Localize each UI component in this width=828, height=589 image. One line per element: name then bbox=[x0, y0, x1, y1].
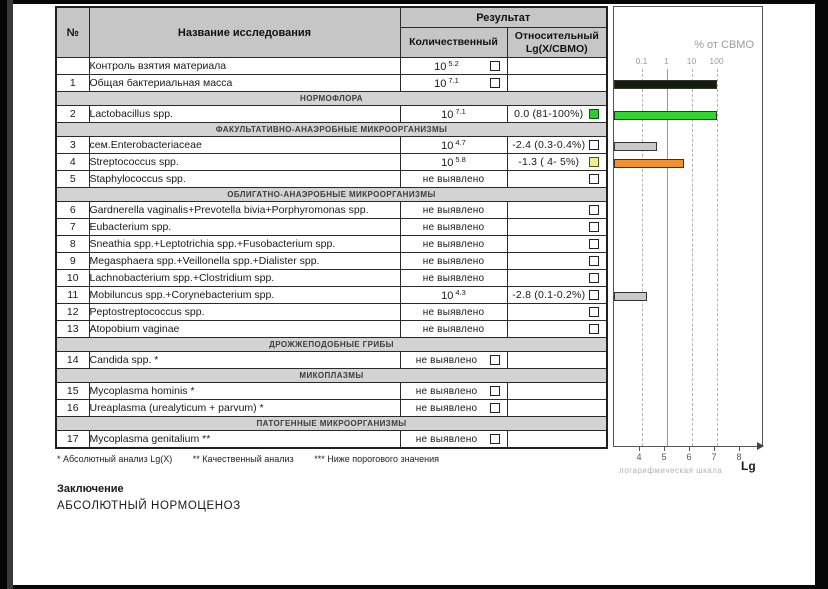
percent-tick-label: 10 bbox=[686, 56, 697, 66]
quantitative-result bbox=[400, 253, 507, 270]
not-detected-text: не выявлено bbox=[422, 239, 485, 250]
relative-result bbox=[507, 400, 607, 417]
not-detected-text: не выявлено bbox=[422, 307, 485, 318]
quantitative-value: 10 $^{4.7}$ bbox=[441, 137, 466, 153]
relative-result bbox=[507, 75, 607, 92]
quantitative-result bbox=[400, 270, 507, 287]
row-number: 11 bbox=[56, 287, 89, 304]
study-name: Общая бактериальная масса bbox=[89, 75, 400, 92]
relative-result bbox=[507, 236, 607, 253]
chart-bar-row-3 bbox=[614, 142, 657, 151]
grid-line bbox=[642, 69, 643, 446]
quantitative-result bbox=[400, 202, 507, 219]
not-detected-text: не выявлено bbox=[415, 355, 478, 366]
section-label: ПАТОГЕННЫЕ МИКРООРГАНИЗМЫ bbox=[56, 417, 607, 431]
table-row bbox=[56, 202, 607, 219]
table-row bbox=[56, 287, 607, 304]
quantitative-value: 10 $^{7.1}$ bbox=[434, 75, 459, 91]
col-header-relative: Относительный Lg(X/СВМО) bbox=[507, 28, 607, 58]
relative-result bbox=[507, 383, 607, 400]
table-row bbox=[56, 253, 607, 270]
section-label: НОРМОФЛОРА bbox=[56, 92, 607, 106]
not-detected-text: не выявлено bbox=[422, 222, 485, 233]
relative-result bbox=[507, 137, 607, 154]
table-row bbox=[56, 137, 607, 154]
section-row bbox=[56, 123, 607, 137]
quantitative-result bbox=[400, 75, 507, 92]
col-header-number: № bbox=[56, 7, 89, 58]
result-checkbox-empty bbox=[589, 307, 599, 317]
table-row bbox=[56, 58, 607, 75]
relative-result bbox=[507, 352, 607, 369]
chart-bar-row-4 bbox=[614, 159, 684, 168]
row-number: 10 bbox=[56, 270, 89, 287]
footnote-item: ** Качественный анализ bbox=[192, 454, 294, 464]
chart-plot-area bbox=[613, 6, 763, 447]
quantitative-result bbox=[400, 304, 507, 321]
section-row bbox=[56, 338, 607, 352]
result-checkbox-yellow bbox=[589, 157, 599, 167]
percent-tick-label: 1 bbox=[664, 56, 669, 66]
section-row bbox=[56, 92, 607, 106]
not-detected-text: не выявлено bbox=[415, 433, 478, 445]
results-table-container bbox=[55, 6, 606, 449]
percent-tick-label: 0.1 bbox=[635, 56, 648, 66]
study-name: Mycoplasma genitalium ** bbox=[89, 431, 400, 448]
result-checkbox-empty bbox=[589, 205, 599, 215]
lg-tick-mark bbox=[639, 447, 640, 451]
result-checkbox-empty bbox=[490, 386, 500, 396]
quantitative-value: 10 $^{5.8}$ bbox=[441, 154, 466, 170]
relative-result bbox=[507, 106, 607, 123]
result-checkbox-empty bbox=[589, 324, 599, 334]
axis-arrow-icon bbox=[757, 442, 764, 450]
result-checkbox-empty bbox=[589, 290, 599, 300]
row-number: 7 bbox=[56, 219, 89, 236]
table-row bbox=[56, 400, 607, 417]
col-header-quantitative: Количественный bbox=[400, 28, 507, 58]
log-scale-caption: логарифмическая шкала bbox=[619, 466, 723, 475]
row-number: 4 bbox=[56, 154, 89, 171]
section-label: ФАКУЛЬТАТИВНО-АНАЭРОБНЫЕ МИКРООРГАНИЗМЫ bbox=[56, 123, 607, 137]
result-checkbox-empty bbox=[490, 61, 500, 71]
lg-tick-label: 7 bbox=[711, 452, 717, 462]
row-number: 8 bbox=[56, 236, 89, 253]
quantitative-result bbox=[400, 137, 507, 154]
relative-result bbox=[507, 58, 607, 75]
row-number: 17 bbox=[56, 431, 89, 448]
footnote-item: *** Ниже порогового значения bbox=[314, 454, 439, 464]
lg-tick-mark bbox=[714, 447, 715, 451]
row-number: 6 bbox=[56, 202, 89, 219]
study-name: Lactobacillus spp. bbox=[89, 106, 400, 123]
table-row bbox=[56, 106, 607, 123]
row-number: 1 bbox=[56, 75, 89, 92]
not-detected-text: не выявлено bbox=[422, 324, 485, 335]
footnote bbox=[57, 454, 457, 464]
lg-tick-mark bbox=[664, 447, 665, 451]
row-number: 12 bbox=[56, 304, 89, 321]
section-label: ОБЛИГАТНО-АНАЭРОБНЫЕ МИКРООРГАНИЗМЫ bbox=[56, 188, 607, 202]
relative-result bbox=[507, 287, 607, 304]
quantitative-result bbox=[400, 400, 507, 417]
study-name: Atopobium vaginae bbox=[89, 321, 400, 338]
lg-tick-label: 5 bbox=[661, 452, 667, 462]
table-row bbox=[56, 171, 607, 188]
lg-tick-mark bbox=[689, 447, 690, 451]
quantitative-value: 10 $^{5.2}$ bbox=[434, 58, 459, 74]
row-number: 16 bbox=[56, 400, 89, 417]
relative-value: -2.8 (0.1-0.2%) bbox=[512, 289, 586, 301]
lg-tick-mark bbox=[739, 447, 740, 451]
section-row bbox=[56, 369, 607, 383]
lg-tick-label: 4 bbox=[636, 452, 642, 462]
quantitative-result bbox=[400, 352, 507, 369]
study-name: Mycoplasma hominis * bbox=[89, 383, 400, 400]
table-row bbox=[56, 431, 607, 448]
row-number: 14 bbox=[56, 352, 89, 369]
chart-title: % от СВМО bbox=[694, 39, 754, 51]
relative-result bbox=[507, 270, 607, 287]
relative-result bbox=[507, 253, 607, 270]
table-row bbox=[56, 383, 607, 400]
study-name: Eubacterium spp. bbox=[89, 219, 400, 236]
relative-value: -1.3 ( 4- 5%) bbox=[518, 156, 580, 168]
relative-value: 0.0 (81-100%) bbox=[514, 108, 584, 120]
quantitative-result bbox=[400, 106, 507, 123]
section-row bbox=[56, 417, 607, 431]
relative-result bbox=[507, 154, 607, 171]
quantitative-result bbox=[400, 321, 507, 338]
study-name: Peptostreptococcus spp. bbox=[89, 304, 400, 321]
quantitative-result bbox=[400, 58, 507, 75]
footnote-item: * Абсолютный анализ Lg(X) bbox=[57, 454, 173, 464]
results-table bbox=[55, 6, 608, 449]
row-number: 3 bbox=[56, 137, 89, 154]
relative-result bbox=[507, 202, 607, 219]
relative-result bbox=[507, 321, 607, 338]
grid-line bbox=[692, 69, 693, 446]
study-name: Megasphaera spp.+Veillonella spp.+Dialister spp. bbox=[89, 253, 400, 270]
result-checkbox-empty bbox=[589, 256, 599, 266]
relative-result bbox=[507, 431, 607, 448]
table-row bbox=[56, 219, 607, 236]
row-number: 13 bbox=[56, 321, 89, 338]
grid-line bbox=[667, 69, 668, 446]
not-detected-text: не выявлено bbox=[422, 174, 485, 185]
not-detected-text: не выявлено bbox=[415, 403, 478, 414]
result-checkbox-empty bbox=[589, 174, 599, 184]
study-name: Контроль взятия материала bbox=[89, 58, 400, 75]
result-checkbox-empty bbox=[490, 78, 500, 88]
result-checkbox-empty bbox=[490, 355, 500, 365]
result-checkbox-empty bbox=[589, 222, 599, 232]
quantitative-value: 10 $^{4.3}$ bbox=[441, 287, 466, 303]
col-header-result: Результат bbox=[400, 7, 607, 28]
col-header-name: Название исследования bbox=[89, 7, 400, 58]
row-number: 5 bbox=[56, 171, 89, 188]
row-number bbox=[56, 58, 89, 75]
result-checkbox-empty bbox=[490, 403, 500, 413]
quantitative-result bbox=[400, 431, 507, 448]
not-detected-text: не выявлено bbox=[422, 256, 485, 267]
result-checkbox-green bbox=[589, 109, 599, 119]
table-row bbox=[56, 236, 607, 253]
not-detected-text: не выявлено bbox=[422, 273, 485, 284]
report-page bbox=[13, 4, 815, 585]
conclusion-text: АБСОЛЮТНЫЙ НОРМОЦЕНОЗ bbox=[57, 500, 241, 512]
result-checkbox-empty bbox=[589, 140, 599, 150]
table-row bbox=[56, 321, 607, 338]
relative-result bbox=[507, 304, 607, 321]
quantitative-result bbox=[400, 236, 507, 253]
table-row bbox=[56, 270, 607, 287]
quantitative-result bbox=[400, 383, 507, 400]
grid-line bbox=[717, 69, 718, 446]
study-name: Candida spp. * bbox=[89, 352, 400, 369]
not-detected-text: не выявлено bbox=[422, 205, 485, 216]
section-label: ДРОЖЖЕПОДОБНЫЕ ГРИБЫ bbox=[56, 338, 607, 352]
table-row bbox=[56, 75, 607, 92]
study-name: Sneathia spp.+Leptotrichia spp.+Fusobacterium spp. bbox=[89, 236, 400, 253]
quantitative-result bbox=[400, 154, 507, 171]
relative-value: -2.4 (0.3-0.4%) bbox=[512, 139, 586, 151]
chart bbox=[613, 6, 765, 536]
lg-tick-label: 8 bbox=[736, 452, 742, 462]
row-number: 15 bbox=[56, 383, 89, 400]
study-name: Lachnobacterium spp.+Clostridium spp. bbox=[89, 270, 400, 287]
relative-result bbox=[507, 171, 607, 188]
study-name: Staphylococcus spp. bbox=[89, 171, 400, 188]
chart-bar-row-11 bbox=[614, 292, 647, 301]
study-name: Mobiluncus spp.+Corynebacterium spp. bbox=[89, 287, 400, 304]
table-row bbox=[56, 304, 607, 321]
row-number: 9 bbox=[56, 253, 89, 270]
not-detected-text: не выявлено bbox=[415, 386, 478, 397]
section-row bbox=[56, 188, 607, 202]
study-name: Gardnerella vaginalis+Prevotella bivia+Porphyromonas spp. bbox=[89, 202, 400, 219]
table-header-row-1 bbox=[56, 7, 607, 28]
study-name: сем.Enterobacteriaceae bbox=[89, 137, 400, 154]
lg-tick-label: 6 bbox=[686, 452, 692, 462]
row-number: 2 bbox=[56, 106, 89, 123]
percent-tick-label: 100 bbox=[709, 56, 724, 66]
study-name: Streptococcus spp. bbox=[89, 154, 400, 171]
chart-bar-row-2 bbox=[614, 111, 717, 120]
table-row bbox=[56, 154, 607, 171]
section-label: МИКОПЛАЗМЫ bbox=[56, 369, 607, 383]
result-checkbox-empty bbox=[589, 273, 599, 283]
table-row bbox=[56, 352, 607, 369]
chart-bar-row-1 bbox=[614, 80, 717, 89]
quantitative-value: 10 $^{7.1}$ bbox=[441, 106, 466, 122]
result-checkbox-empty bbox=[589, 239, 599, 249]
lg-axis-label: Lg bbox=[741, 459, 756, 473]
quantitative-result bbox=[400, 171, 507, 188]
study-name: Ureaplasma (urealyticum + parvum) * bbox=[89, 400, 400, 417]
relative-result bbox=[507, 219, 607, 236]
conclusion-label: Заключение bbox=[57, 483, 124, 495]
result-checkbox-empty bbox=[490, 434, 500, 444]
quantitative-result bbox=[400, 287, 507, 304]
quantitative-result bbox=[400, 219, 507, 236]
